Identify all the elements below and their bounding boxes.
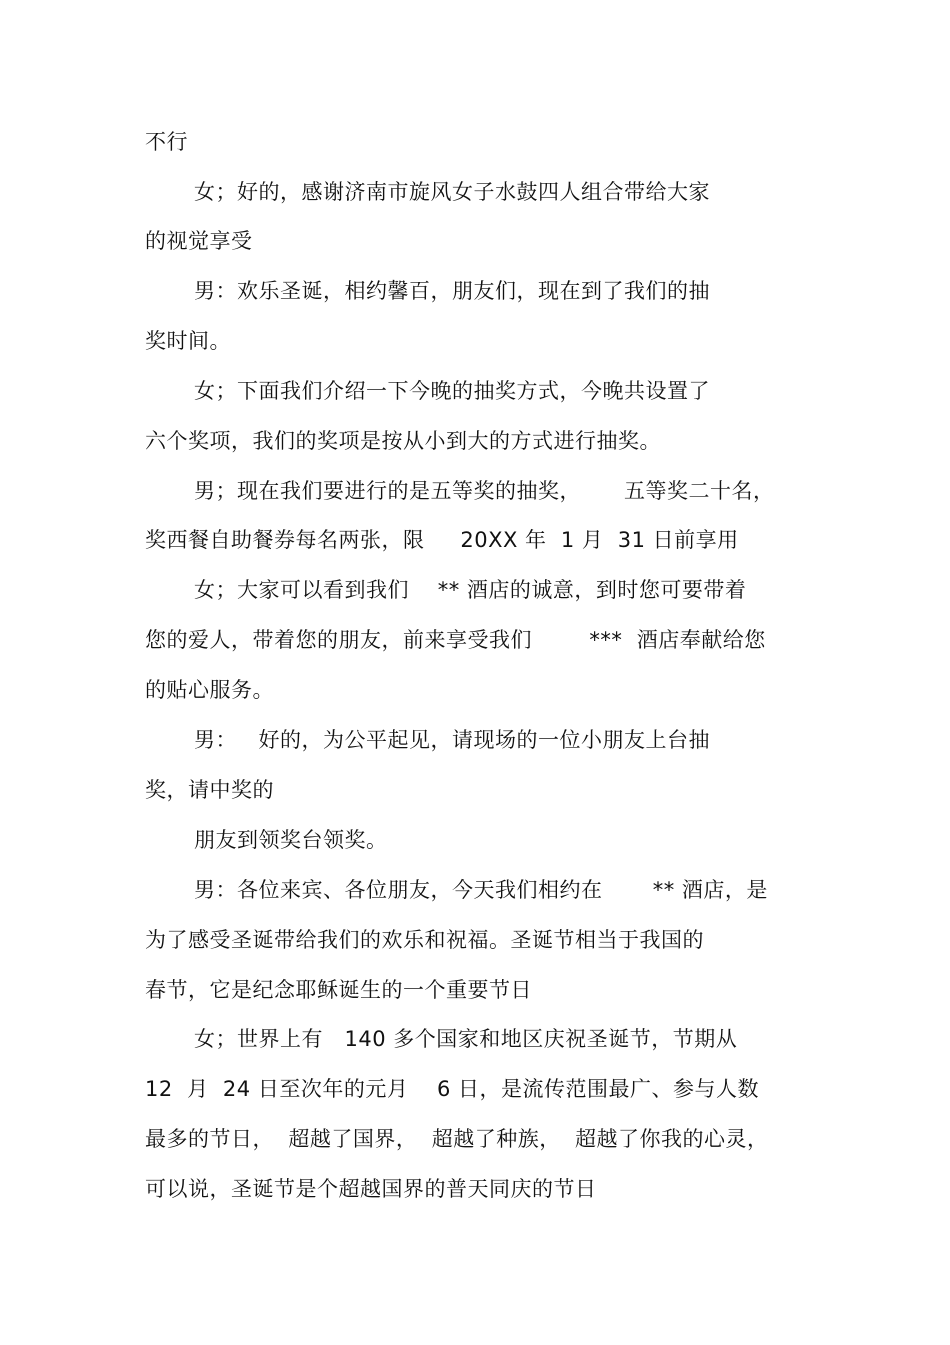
text-line: 春节，它是纪念耶稣诞生的一个重要节日	[145, 978, 532, 1002]
text-line: 朋友到领奖台领奖。	[194, 828, 388, 852]
text-line: 您的爱人，带着您的朋友，前来享受我们 *** 酒店奉献给您	[145, 628, 766, 652]
text-line: 女；世界上有 140 多个国家和地区庆祝圣诞节，节期从	[194, 1027, 738, 1051]
text-line: 12 月 24 日至次年的元月 6 日，是流传范围最广、参与人数	[145, 1077, 760, 1101]
text-line: 奖时间。	[145, 329, 231, 353]
text-line: 最多的节日， 超越了国界， 超越了种族， 超越了你我的心灵，	[145, 1127, 769, 1151]
text-line: 奖西餐自助餐券每名两张，限 20XX 年 1 月 31 日前享用	[145, 528, 739, 552]
text-line: 六个奖项，我们的奖项是按从小到大的方式进行抽奖。	[145, 429, 661, 453]
text-line: 女；下面我们介绍一下今晚的抽奖方式，今晚共设置了	[194, 379, 710, 403]
text-line: 的视觉享受	[145, 229, 253, 253]
text-line: 女；大家可以看到我们 ** 酒店的诚意，到时您可要带着	[194, 578, 747, 602]
text-line: 的贴心服务。	[145, 678, 274, 702]
text-line: 男： 好的，为公平起见，请现场的一位小朋友上台抽	[194, 728, 711, 752]
text-line: 男：各位来宾、各位朋友，今天我们相约在 ** 酒店，是	[194, 878, 768, 902]
text-line: 女；好的，感谢济南市旋风女子水鼓四人组合带给大家	[194, 180, 710, 204]
text-line: 不行	[145, 130, 188, 154]
text-line: 可以说，圣诞节是个超越国界的普天同庆的节日	[145, 1177, 597, 1201]
text-line: 男：欢乐圣诞，相约馨百，朋友们，现在到了我们的抽	[194, 279, 710, 303]
text-line: 为了感受圣诞带给我们的欢乐和祝福。圣诞节相当于我国的	[145, 928, 704, 952]
text-line: 奖，请中奖的	[145, 778, 274, 802]
text-line: 男；现在我们要进行的是五等奖的抽奖， 五等奖二十名，	[194, 479, 775, 503]
